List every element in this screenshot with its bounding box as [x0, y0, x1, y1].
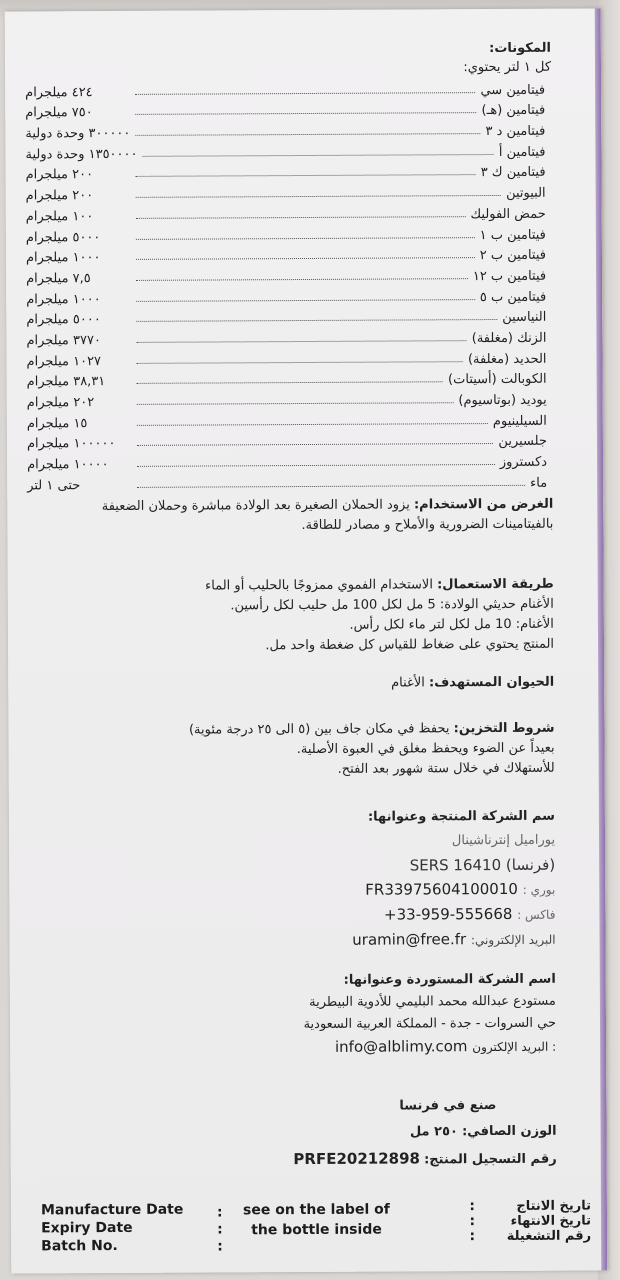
- ingredient-value: ١٠٠٠٠ ميلجرام: [27, 457, 109, 473]
- batch-label: Batch No.: [41, 1237, 118, 1255]
- purpose-section: [23, 495, 553, 538]
- ingredient-value: ١٥ ميلجرام: [26, 415, 88, 432]
- ingredients-subtitle: كل ١ لتر يحتوي:: [463, 59, 552, 76]
- ingredient-row: [26, 284, 546, 307]
- purpose-line1: يزود الحملان الصغيرة بعد الولادة مباشرة وحملان الضعيفة: [101, 497, 410, 515]
- ingredient-row: [26, 242, 546, 265]
- ingredient-name: الحديد (مغلفة): [467, 351, 547, 367]
- ingredient-name: فيتامين (هـ): [481, 103, 546, 119]
- ingredient-name: جلسيرين: [498, 434, 547, 450]
- ingredient-row: [27, 387, 547, 410]
- ingredient-name: فيتامين د ٣: [485, 123, 546, 140]
- product-info: [26, 1093, 556, 1176]
- producer-name: يوراميل إنترناشينال: [451, 832, 556, 849]
- see-line2: the bottle inside: [251, 1221, 382, 1239]
- ingredient-value: ٤٢٤ ميلجرام: [25, 84, 93, 101]
- ingredient-row: [27, 470, 547, 493]
- ingredient-name: فيتامين ب ٥: [479, 289, 547, 305]
- ingredient-dot-leader: [135, 91, 475, 95]
- ingredient-name: فيتامين أ: [498, 144, 546, 160]
- ingredient-row: [25, 139, 545, 162]
- producer-vat: FR33975604100010: [365, 879, 518, 899]
- expiry-label: Expiry Date: [41, 1219, 133, 1237]
- ingredient-value: ٣٨,٣١ ميلجرام: [26, 374, 106, 390]
- ingredient-row: [26, 325, 546, 348]
- usage-section: [24, 575, 554, 658]
- ingredient-name: فيتامين ب ١: [479, 227, 546, 243]
- ingredients-header: [31, 39, 551, 80]
- ingredient-value: ١٠٢٧ ميلجرام: [26, 353, 102, 370]
- producer-vat-label: بوري :: [522, 882, 556, 897]
- ingredient-dot-leader: [137, 463, 495, 467]
- ingredient-value: ١٣٥٠٠٠٠ وحدة دولية: [25, 146, 138, 163]
- ingredient-row: [25, 159, 545, 182]
- ingredient-value: ٧,٥ ميلجرام: [26, 270, 91, 287]
- footer-colons-en: : : :: [216, 1204, 223, 1255]
- ingredient-name: فيتامين سي: [480, 82, 546, 98]
- registration-label: رقم التسجيل المنتج:: [424, 1151, 557, 1168]
- registration-value: PRFE20212898: [293, 1149, 420, 1169]
- ingredient-name: ماء: [530, 475, 548, 491]
- ingredient-dot-leader: [136, 194, 501, 198]
- usage-title: طريقة الاستعمال:: [437, 576, 554, 593]
- ingredient-dot-leader: [135, 111, 476, 115]
- ingredient-dot-leader: [137, 360, 463, 364]
- producer-city: SERS 16410 (فرنسا): [409, 855, 556, 875]
- producer-section: [25, 805, 556, 955]
- importer-line1: مستودع عبدالله محمد البليمي للأدوية البيطرية: [309, 993, 556, 1010]
- ingredient-name: البيوتين: [506, 185, 546, 202]
- ar-expiry-label: تاريخ الانتهاء: [510, 1213, 592, 1229]
- ingredient-value: ١٠٠٠ ميلجرام: [26, 291, 101, 308]
- importer-section: [26, 969, 556, 1061]
- ingredient-row: [25, 118, 545, 141]
- ar-batch-label: رقم التشغيلة: [506, 1228, 592, 1244]
- ingredient-row: [27, 428, 547, 451]
- ingredient-name: السيلينيوم: [492, 413, 547, 429]
- ingredient-dot-leader: [137, 442, 493, 446]
- ingredient-dot-leader: [136, 256, 475, 260]
- purpose-title: الغرض من الاستخدام:: [413, 496, 554, 513]
- footer-dates: [41, 1198, 601, 1271]
- ingredient-name: يوديد (بوتاسيوم): [458, 392, 547, 409]
- producer-fax-label: فاكس :: [517, 907, 556, 922]
- ingredient-dot-leader: [137, 422, 488, 426]
- ingredient-value: ٣٧٧٠ ميلجرام: [26, 333, 101, 349]
- footer-labels-en: [41, 1201, 184, 1256]
- made-in: صنع في فرنسا: [399, 1098, 497, 1114]
- ingredient-dot-leader: [137, 484, 525, 488]
- ingredient-value: ٣٠٠٠٠٠ وحدة دولية: [25, 125, 131, 142]
- ar-manufacture-label: تاريخ الانتاج: [516, 1198, 592, 1214]
- importer-title: اسم الشركة المستوردة وعنوانها:: [343, 971, 556, 988]
- purpose-line2: بالفيتامينات الضرورية والأملاح و مصادر للطاقة.: [301, 516, 554, 534]
- importer-line2: حي السروات - جدة - المملكة العربية السعودية: [303, 1015, 557, 1033]
- ingredient-value: ٢٠٠ ميلجرام: [25, 167, 94, 183]
- ingredient-name: دكستروز: [499, 454, 548, 471]
- ingredient-value: ٥٠٠٠ ميلجرام: [26, 312, 101, 328]
- leaflet-paper: [5, 8, 608, 1273]
- ingredient-row: [26, 201, 546, 224]
- producer-title: سم الشركة المنتجة وعنوانها:: [367, 808, 555, 825]
- usage-line4: المنتج يحتوي على ضغاط للقياس كل ضغطة واحد مل.: [265, 636, 555, 654]
- footer-note: [243, 1200, 390, 1241]
- ingredient-name: فيتامين ك ٣: [480, 165, 546, 181]
- ingredient-dot-leader: [136, 339, 466, 343]
- ingredient-dot-leader: [135, 132, 480, 136]
- ingredient-value: حتى ١ لتر: [27, 477, 81, 494]
- ingredient-value: ١٠٠٠٠٠ ميلجرام: [26, 436, 116, 452]
- ingredients-list: [25, 77, 547, 493]
- storage-section: [24, 719, 554, 782]
- ingredient-name: فيتامين ب ٢: [479, 247, 547, 264]
- ingredient-name: فيتامين ب ١٢: [472, 268, 547, 284]
- ingredient-row: [27, 408, 547, 431]
- usage-line3: الأغنام: 10 مل لكل لتر ماء لكل رأس.: [349, 616, 554, 633]
- ingredient-row: [27, 366, 547, 389]
- ingredient-row: [26, 263, 546, 286]
- footer-labels-ar: [506, 1199, 591, 1244]
- ingredient-name: النياسين: [502, 309, 547, 326]
- ingredient-value: ١٠٠٠ ميلجرام: [25, 250, 101, 266]
- ingredient-value: ٥٠٠٠ ميلجرام: [25, 229, 101, 245]
- storage-line2: بعيداً عن الضوء ويحفظ مغلق في العبوة الأصلية.: [296, 740, 555, 758]
- ingredient-value: ٢٠٠ ميلجرام: [25, 188, 94, 204]
- ingredient-value: ٧٥٠ ميلجرام: [25, 105, 93, 121]
- ingredient-dot-leader: [136, 277, 468, 281]
- target-value: الأغنام: [391, 675, 425, 691]
- ingredient-dot-leader: [137, 401, 454, 405]
- storage-title: شروط التخزين:: [453, 720, 555, 737]
- target-section: [24, 673, 554, 696]
- ingredient-dot-leader: [136, 174, 476, 178]
- usage-line2: الأغنام حديثي الولادة: 5 مل لكل 100 مل حليب لكل رأسين.: [230, 596, 554, 614]
- producer-email-label: البريد الإلكتروني:: [470, 932, 556, 948]
- ingredient-row: [27, 449, 547, 472]
- ingredient-dot-leader: [136, 236, 475, 240]
- ingredient-dot-leader: [136, 215, 466, 219]
- ingredient-row: [26, 304, 546, 327]
- ingredient-row: [25, 97, 545, 120]
- ingredient-row: [26, 180, 546, 203]
- producer-email: uramin@free.fr: [352, 930, 467, 949]
- net-weight-value: ٢٥٠ مل: [409, 1124, 458, 1140]
- ingredient-value: ٢٠٢ ميلجرام: [26, 395, 95, 411]
- storage-line3: للأستهلاك في خلال ستة شهور بعد الفتح.: [337, 760, 555, 777]
- ingredients-title: المكونات:: [489, 40, 551, 57]
- target-title: الحيوان المستهدف:: [428, 674, 555, 691]
- ingredient-row: [25, 77, 545, 100]
- ingredient-row: [26, 346, 546, 369]
- importer-email: info@alblimy.com: [334, 1037, 468, 1056]
- ingredient-name: الزنك (مغلفة): [471, 330, 547, 347]
- see-line1: see on the label of: [242, 1201, 390, 1219]
- net-weight-label: الوزن الصافي:: [462, 1123, 557, 1140]
- usage-line1: الاستخدام الفموي ممزوجًا بالحليب أو الماء: [205, 577, 433, 594]
- storage-line1: يحفظ في مكان جاف بين (٥ الى ٢٥ درجة مئوية): [188, 721, 450, 738]
- ingredient-name: الكوبالت (أسيتات): [447, 372, 547, 388]
- ingredient-row: [26, 222, 546, 245]
- manufacture-label: Manufacture Date: [40, 1201, 184, 1219]
- ingredient-name: حمض الفوليك: [470, 206, 546, 222]
- ingredient-value: ١٠٠ ميلجرام: [25, 208, 94, 225]
- importer-email-label: : البريد الإلكترون: [472, 1039, 557, 1055]
- ingredient-dot-leader: [142, 153, 493, 157]
- footer-colons-ar: : : :: [469, 1198, 476, 1245]
- ingredient-dot-leader: [136, 298, 475, 302]
- producer-fax: +33-959-555668: [383, 904, 513, 924]
- ingredient-dot-leader: [137, 381, 443, 385]
- ingredient-dot-leader: [136, 318, 497, 322]
